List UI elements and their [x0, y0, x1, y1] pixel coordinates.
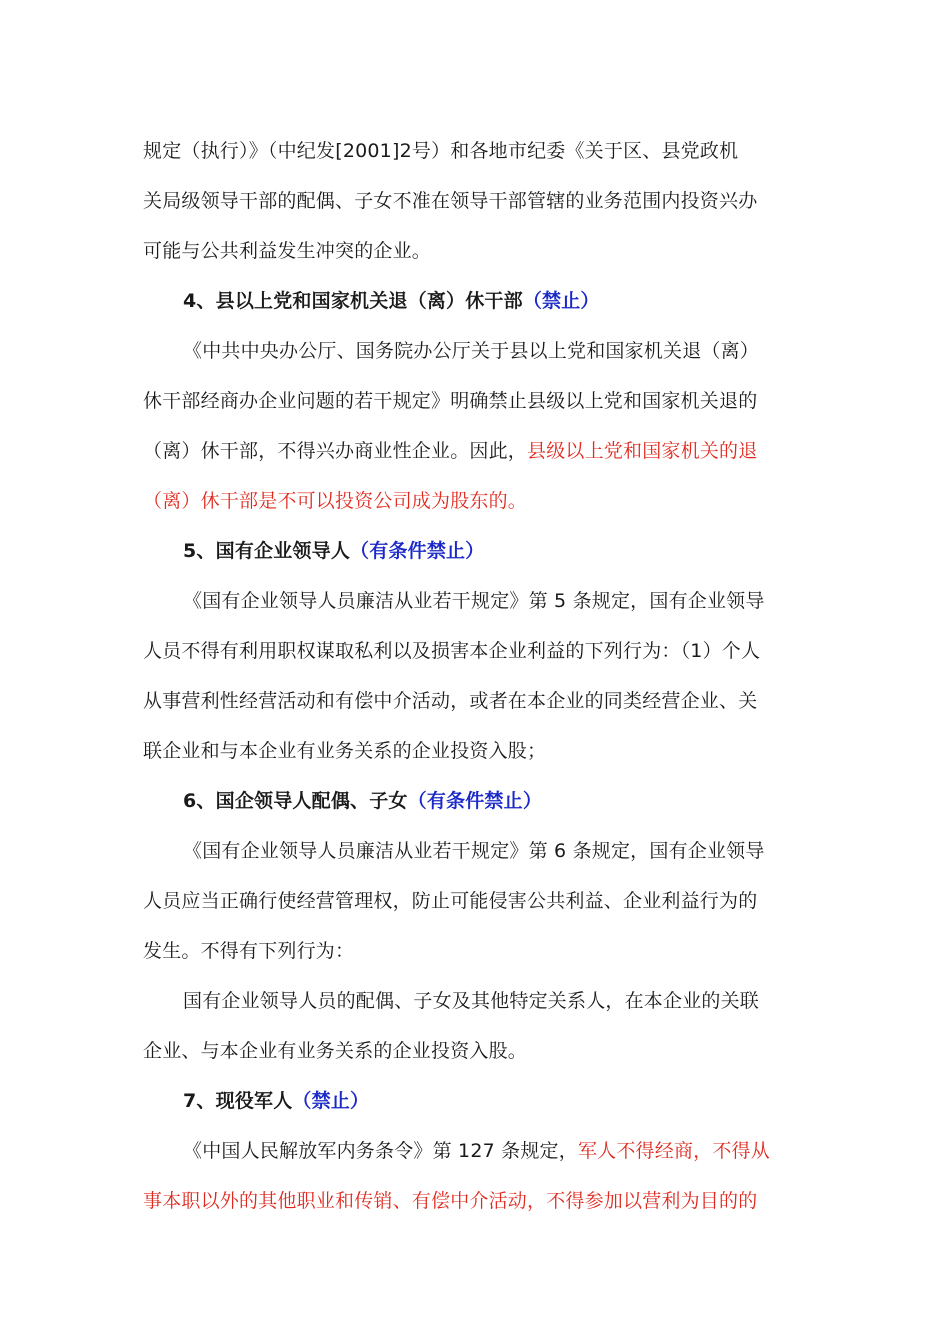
text-line: 《国有企业领导人员廉洁从业若干规定》第 6 条规定，国有企业领导 [183, 840, 765, 862]
text-line [143, 1126, 813, 1176]
heading-soe-leaders [143, 526, 813, 576]
text-line: 《国有企业领导人员廉洁从业若干规定》第 5 条规定，国有企业领导 [183, 590, 765, 612]
text-line: 休干部经商办企业问题的若干规定》明确禁止县级以上党和国家机关退的 [143, 390, 758, 412]
prohibition-tag: （禁止） [292, 1090, 370, 1112]
heading-active-military [143, 1076, 813, 1126]
prohibition-tag: （禁止） [522, 290, 600, 312]
text-segment: （离）休干部，不得兴办商业性企业。因此， [143, 440, 528, 462]
heading-soe-relatives [143, 776, 813, 826]
text-line: 发生。不得有下列行为： [143, 940, 355, 962]
heading-text: 7、现役军人 [183, 1090, 293, 1112]
emphasis-text: 县级以上党和国家机关的退 [527, 440, 758, 462]
heading-text: 4、县以上党和国家机关退（离）休干部 [183, 290, 523, 312]
paragraph-soe-leaders [143, 576, 813, 776]
text-line: 人员不得有利用职权谋取私利以及损害本企业利益的下列行为：（1）个人 [143, 640, 761, 662]
document-body [143, 126, 813, 1226]
paragraph-soe-relatives [143, 826, 813, 976]
text-line: 规定（执行）》（中纪发[2001]2号）和各地市纪委《关于区、县党政机 [143, 140, 739, 162]
text-line: 人员应当正确行使经营管理权，防止可能侵害公共利益、企业利益行为的 [143, 890, 758, 912]
text-line: 可能与公共利益发生冲突的企业。 [143, 240, 432, 262]
text-line: 从事营利性经营活动和有偿中介活动，或者在本企业的同类经营企业、关 [143, 690, 758, 712]
paragraph-active-military [143, 1126, 813, 1226]
paragraph-retired-officials [143, 326, 813, 526]
prohibition-tag: （有条件禁止） [407, 790, 543, 812]
heading-text: 5、国有企业领导人 [183, 540, 351, 562]
text-line: 联企业和与本企业有业务关系的企业投资入股； [143, 740, 547, 762]
text-line [143, 426, 813, 476]
paragraph-soe-relatives-item [143, 976, 813, 1076]
emphasis-text: 事本职以外的其他职业和传销、有偿中介活动，不得参加以营利为目的的 [143, 1190, 758, 1212]
text-line: 《中共中央办公厅、国务院办公厅关于县以上党和国家机关退（离） [183, 340, 760, 362]
text-line: 企业、与本企业有业务关系的企业投资入股。 [143, 1040, 528, 1062]
text-line: 关局级领导干部的配偶、子女不准在领导干部管辖的业务范围内投资兴办 [143, 190, 758, 212]
paragraph-regulations-continued [143, 126, 813, 276]
text-segment: 《中国人民解放军内务条令》第 127 条规定， [183, 1140, 578, 1162]
emphasis-text: （离）休干部是不可以投资公司成为股东的。 [143, 490, 528, 512]
emphasis-text: 军人不得经商，不得从 [577, 1140, 770, 1162]
heading-retired-officials [143, 276, 813, 326]
prohibition-tag: （有条件禁止） [350, 540, 485, 562]
text-line: 国有企业领导人员的配偶、子女及其他特定关系人，在本企业的关联 [183, 990, 760, 1012]
heading-text: 6、国企领导人配偶、子女 [183, 790, 408, 812]
